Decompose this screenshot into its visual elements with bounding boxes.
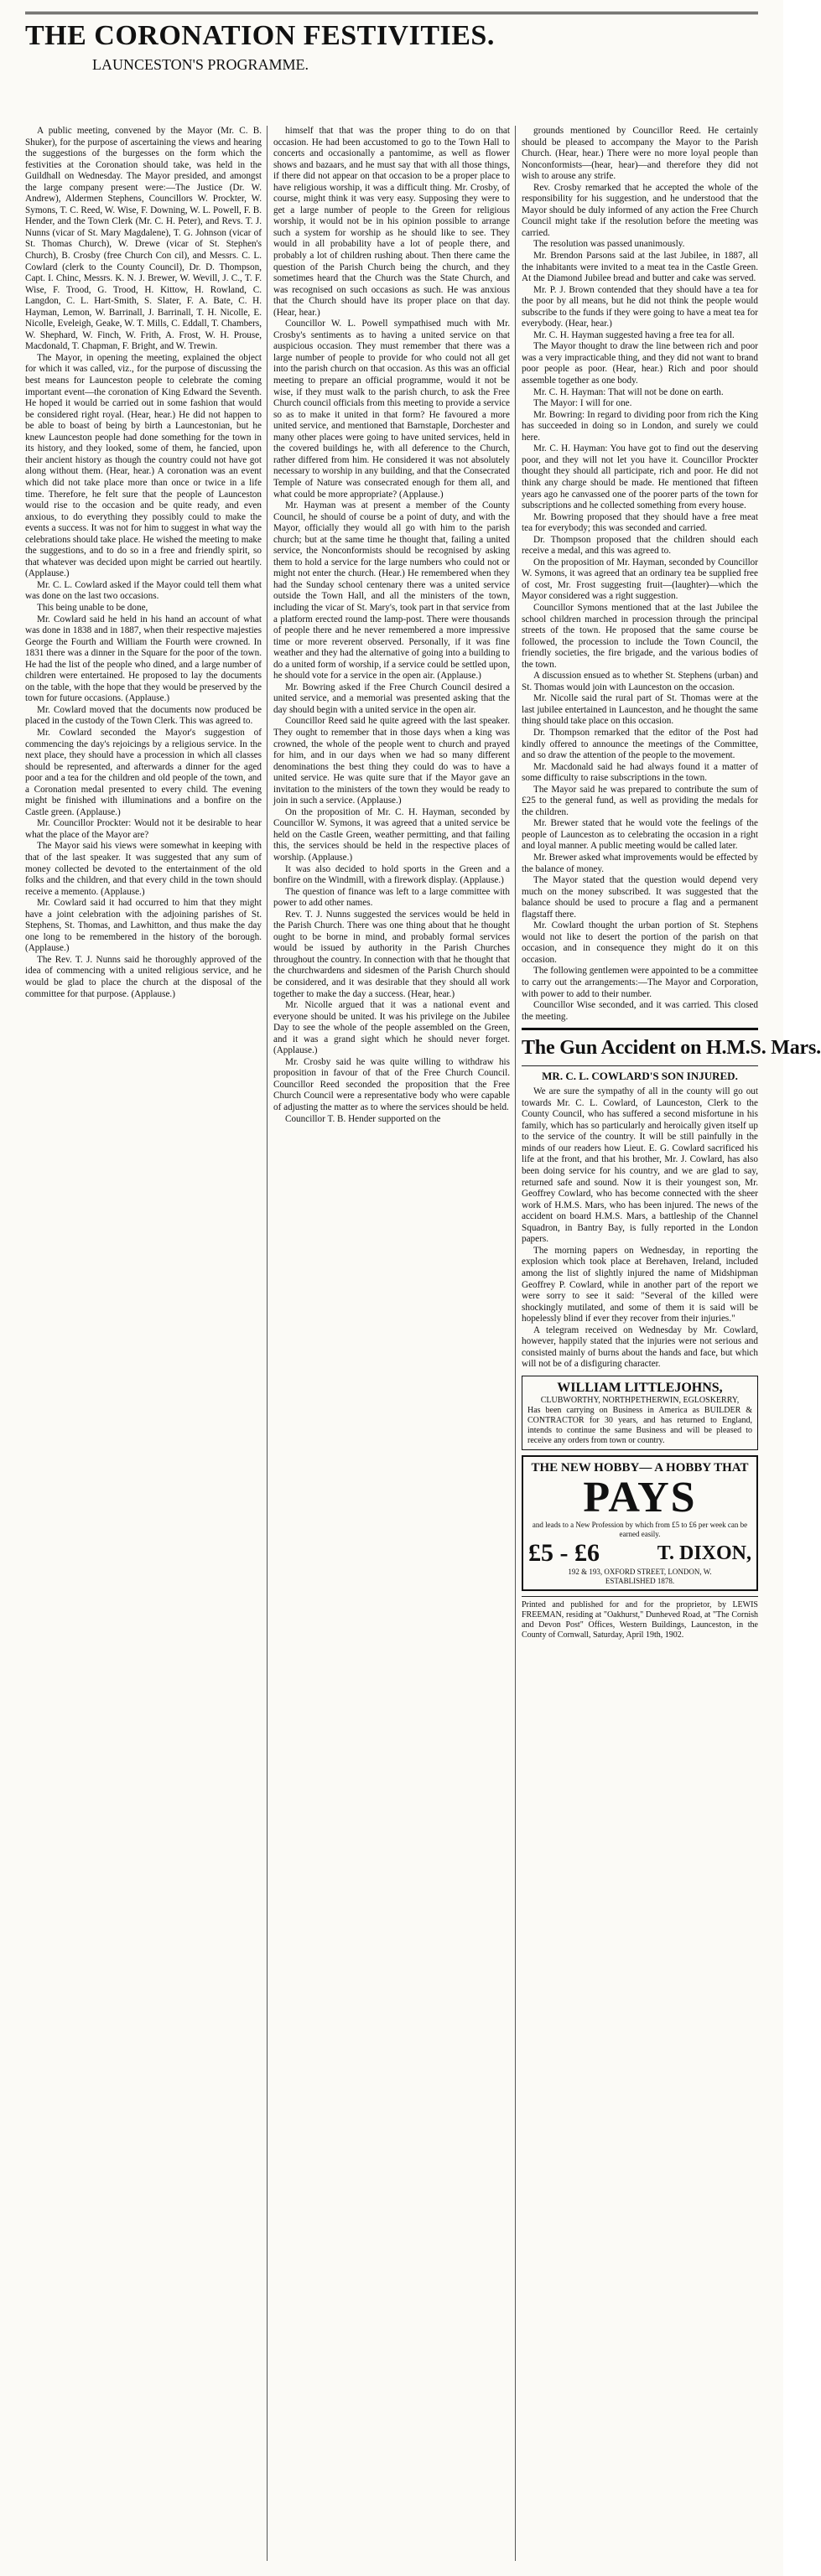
paragraph: Mr. Macdonald said he had always found it a matter of some difficulty to raise subscriptions in the town. xyxy=(522,761,758,784)
paragraph: This being unable to be done, xyxy=(37,602,148,613)
paragraph: Mr. P. J. Brown contended that they should have a tea for the poor by all means, but he did not think the people would subscribe to the funds if they were going to have a meat tea for everybody. (Hear, hear.) xyxy=(522,284,758,329)
paragraph: Mr. Nicolle argued that it was a national event and everyone should be united. It was his privilege on the Jubilee Day to see the whole of the people assembled on the Green, and it was a grand sight which he should never forget. (Applause.) xyxy=(273,1000,510,1056)
gun-accident-subhead: MR. C. L. COWLARD'S SON INJURED. xyxy=(542,1070,738,1083)
paragraph: The Mayor thought to draw the line between rich and poor was a very impracticable thing, and they did not want to brand poor people as poor. (Hear, hear.) Rich and poor should assemble together as one body. xyxy=(522,341,758,386)
advert-address: CLUBWORTHY, NORTHPETHERWIN, EGLOSKERRY, xyxy=(540,1395,740,1405)
paragraph: Rev. Crosby remarked that he accepted the whole of the responsibility for his suggestion, and he understood that the Mayor should be duly informed of any action the Free Church Council might take if the resolution before the meeting was carried. xyxy=(522,182,758,238)
paragraph: It was also decided to hold sports in the Green and a bonfire on the Windmill, with a firework display. (Applause.) xyxy=(273,863,510,886)
paragraph: Councillor T. B. Hender supported on the xyxy=(285,1113,441,1124)
paragraph: Mr. Crosby said he was quite willing to withdraw his proposition in favour of that of the Free Church Council. Councillor Reed seconded the proposition that the Free Church Council were a representative body who were capable of adjusting the matter as to where the services should be held. xyxy=(273,1056,510,1113)
paragraph: Mr. Nicolle said the rural part of St. Thomas were at the last jubilee entertained in Launceston, and he thought the same thing should take place on this occasion. xyxy=(522,693,758,727)
paragraph: The Rev. T. J. Nunns said he thoroughly approved of the idea of commencing with a united religious service, and he would be glad to place the church at the disposal of the committee for that purpose. (Applause.) xyxy=(25,954,262,999)
paragraph: Dr. Thompson remarked that the editor of the Post had kindly offered to announce the meetings of the Committee, and so draw the attention of the people to the movement. xyxy=(522,727,758,761)
paragraph: Mr. Cowlard said it had occurred to him that they might have a joint celebration with the adjoining parishes of St. Stephens, St. Thomas, and Lawhitton, and thus make the day one long to be remembered in the history of the borough. (Applause.) xyxy=(25,898,262,954)
advert-text: Has been carrying on Business in America as BUILDER & CONTRACTOR for 30 years, and has returned to England, intends to continue the same Business and will be pleased to receive any orders from town or country. xyxy=(527,1405,752,1445)
paragraph: On the proposition of Mr. C. H. Hayman, seconded by Councillor W. Symons, it was agreed that a united service be held on the Castle Green, weather permitting, and that failing this, the services should be held in the respective places of worship. (Applause.) xyxy=(273,806,510,863)
paragraph: Rev. T. J. Nunns suggested the services would be held in the Parish Church. There was one thing about that he thought ought to be borne in mind, and probably formal services would be issued by authority in the Parish Churches throughout the country. In connection with that he thought that the churchwardens and sidesmen of the Parish Church should be considered, and it was desirable that they should all work together to make the day a success. (Hear, hear.) xyxy=(273,909,510,999)
masthead-top-rule xyxy=(25,12,758,14)
paragraph: A public meeting, convened by the Mayor (Mr. C. B. Shuker), for the purpose of ascertaining the views and hearing the suggestions of the burgesses on the form which the festivities at the Coronation should take, was held in the Guildhall on Wednesday. The Mayor presided, and amongst the large company present were:—The Justice (Dr. W. Andrew), Aldermen Stephens, Councillors W. Prockter, W. Symons, T. C. Reed, W. Wise, F. Downing, W. L. Powell, F. B. Hender, and the Town Clerk (Mr. C. H. Peter), and Revs. T. J. Nunns (vicar of St. Mary Magdalene), T. G. Johnson (vicar of St. Thomas Church), W. Drewe (vicar of St. Stephen's Church), B. Crosby (free Church Con cil), and Messrs. C. L. Cowlard (clerk to the County Council), Dr. D. Thompson, Capt. I. Chinc, Messrs. K. N. J. Brewer, W. Wevill, J. C., T. F. Wise, F. Trood, G. Trood, H. Kittow, H. Rowland, C. Langdon, C. L. Hart-Smith, S. Slater, F. A. Bate, C. H. Hayman, Lemon, W. Barrinall, J. Barrinall, T. H. Nicolle, E. Nicolle, Eveleigh, Geake, W. T. Mills, C. Eddall, T. Chambers, W. Shephard, W. Finch, W. Frith, A. Frost, W. H. Prouse, Macdonald, T. Chapman, F. Bright, and W. Trewin. xyxy=(25,126,262,352)
headline-rule xyxy=(522,1065,758,1066)
advert-price-row xyxy=(528,1539,751,1568)
paragraph: The resolution was passed unanimously. xyxy=(533,239,685,250)
paragraph: The morning papers on Wednesday, in reporting the explosion which took place at Berehaven, Ireland, included among the list of slightly injured the name of Midshipman Geoffrey P. Cowlard, while in another part of the report we were sorry to see it said: "Several of the killed were shockingly mutilated, and some of them it is said will be hopelessly blind if ever they recover from their injuries." xyxy=(522,1245,758,1324)
paragraph: Dr. Thompson proposed that the children should each receive a medal, and this was agreed to. xyxy=(522,534,758,557)
paragraph: On the proposition of Mr. Hayman, seconded by Councillor W. Symons, it was agreed that an ordinary tea be supplied free of cost, Mr. Frost suggesting fruit—(laughter)—which the Mayor considered was a right suggestion. xyxy=(522,557,758,602)
paragraph: Mr. C. H. Hayman suggested having a free tea for all. xyxy=(533,329,735,340)
masthead xyxy=(25,12,758,78)
paragraph: Mr. Bowring: In regard to dividing poor from rich the King has succeeded in doing so in London, and surely we could here. xyxy=(522,409,758,443)
paragraph: The Mayor stated that the question would depend very much on the money subscribed. It was suggested that the balance should be used to procure a flag and a permanent flagstaff there. xyxy=(522,875,758,920)
paragraph: Mr. Cowlard moved that the documents now produced be placed in the custody of the Town Clerk. This was agreed to. xyxy=(25,704,262,727)
paragraph: A telegram received on Wednesday by Mr. Cowlard, however, happily stated that the injuries were not serious and consisted mainly of burns about the hands and face, but which will not be of a disfiguring character. xyxy=(522,1324,758,1370)
imprint-rule xyxy=(522,1596,758,1597)
paragraph: Mr. C. L. Cowlard asked if the Mayor could tell them what was done on the last two occasions. xyxy=(25,579,262,602)
paragraph: Councillor Symons mentioned that at the last Jubilee the school children marched in procession through the principal streets of the town. He proposed that the same course be followed, the procession to include the Town Council, the friendly societies, the fire brigade, and the various bodies of the town. xyxy=(522,602,758,670)
advert-title: THE NEW HOBBY— A HOBBY THAT xyxy=(531,1460,749,1475)
page-subtitle: LAUNCESTON'S PROGRAMME. xyxy=(92,56,309,73)
paragraph: Mr. Councillor Prockter: Would not it be desirable to hear what the place of the Mayor are? xyxy=(25,818,262,840)
column-divider xyxy=(515,126,516,2561)
paragraph: The following gentlemen were appointed to be a committee to carry out the arrangements:—The Mayor and Corporation, with power to add to their number. xyxy=(522,966,758,999)
paragraph: Mr. C. H. Hayman: You have got to find out the deserving poor, and they will not let you have it. Councillor Prockter thought they should all participate, rich and poor. He did not think any charge should be made. He mentioned that fifteen years ago he canvassed one of the poorer parts of the town for subscriptions and he collected something from every house. xyxy=(522,443,758,511)
paragraph: Mr. Bowring asked if the Free Church Council desired a united service, and a memorial was presented asking that the day should begin with a united service in the open air. xyxy=(273,682,510,715)
page-title: THE CORONATION FESTIVITIES. xyxy=(25,20,495,51)
paragraph: The Mayor: I will for one. xyxy=(533,398,632,409)
gun-accident-headline: The Gun Accident on H.M.S. Mars. xyxy=(522,1037,821,1060)
paragraph: Councillor W. L. Powell sympathised much with Mr. Crosby's sentiments as to having a united service on that auspicious occasion. They must remember that there was a large number of people to provide for who could not all get into the parish church on that occasion. As this was an official meeting to prepare an official programme, would it not be wise, if they must walk to the parish church, to ask the Free Church council officials from this meeting to provide a service so as to make it united in that form? He favoured a more united service, and mentioned that Barnstaple, Dorchester and many other places were going to have united services, held in the covered buildings he, with all deference to the Church, rather differed from him. He considered it was not absolutely necessary to worship in any building, and that the Consecrated Temple of Nature was consecrated enough for them all, and what could be more appropriate? (Applause.) xyxy=(273,319,510,500)
paragraph: himself that that was the proper thing to do on that occasion. He had been accustomed to go to the Town Hall to concerts and occasionally a pantomime, as well as flower shows and bazaars, and he must say that with all those things, if there did not appear on that occasion to be a proper place to have religious worship, it was a difficult thing. Mr. Crosby, of course, might think it was very easy. Supposing they were to get a large number of people to the Green for religious worship, it would not be in his opinion possible to arrange such a system for worship as he should like to see. They would in all probability have a lot of people there, and probably a lot of children rushing about. Then there came the question of the Parish Church being the church, and they sometimes heard that the Church was the State Church, and was recognised on such occasions as such. He was anxious that the Church should have its proper place on that day. (Hear, hear.) xyxy=(273,126,510,318)
paragraph: Mr. Brewer stated that he would vote the feelings of the people of Launceston as to celebrating the occasion in a right and loyal manner. A public meeting would be called later. xyxy=(522,818,758,852)
hobby-advert xyxy=(522,1455,758,1591)
paragraph: Mr. C. H. Hayman: That will not be done on earth. xyxy=(533,386,724,397)
advert-name: WILLIAM LITTLEJOHNS, xyxy=(557,1380,723,1395)
advert-company: T. DIXON, xyxy=(657,1542,751,1564)
article-column-3 xyxy=(522,126,821,2561)
article-column-2 xyxy=(273,126,510,2561)
advert-tagline: and leads to a New Profession by which from £5 to £6 per week can be earned easily. xyxy=(532,1520,748,1538)
advert-address: 192 & 193, OXFORD STREET, LONDON, W. xyxy=(568,1567,712,1576)
column-divider xyxy=(267,126,268,2561)
paragraph: grounds mentioned by Councillor Reed. He certainly should be pleased to accompany the Mayor to the Parish Church. (Hear, hear.) There were no more loyal people than Nonconformists—(hear, hear)—and therefore they did not wish to arouse any strife. xyxy=(522,126,758,182)
littlejohns-advert xyxy=(522,1376,758,1450)
paragraph: The Mayor, in opening the meeting, explained the object for which it was called, viz., for the purpose of discussing the best means for Launceston people to celebrate the coming important event—the coronation of King Edward the Seventh. He hoped it would be carried out in some fashion that would be considered right royal. (Hear, hear.) He did not happen to be able to boast of being by birth a Launcestonian, but he knew Launceston people had done something for the town in its history, and they looked, some of them, he fancied, upon their ancient history as though the country could not have got along without them. (Hear, hear.) A coronation was an event which did not take place more than once or twice in a life time. Therefore, he felt sure that the people of Launceston would rise to the occasion and be quite ready, and even anxious, to do everything they possibly could to make the events a success. It was not for him to suggest in what way the celebrations should take place. He wished the meeting to make the suggestions, and to do so in a free and friendly spirit, so that whatever was decided upon might be carried out heartily. (Applause.) xyxy=(25,352,262,579)
advert-price: £5 - £6 xyxy=(528,1538,600,1567)
paragraph: Mr. Brewer asked what improvements would be effected by the balance of money. xyxy=(522,853,758,874)
advert-established: ESTABLISHED 1878. xyxy=(605,1576,675,1585)
paragraph: The Mayor said he was prepared to contribute the sum of £25 to the general fund, as well as providing the medals for the children. xyxy=(522,784,758,817)
paragraph: The question of finance was left to a large committee with power to add other names. xyxy=(273,886,510,909)
advert-pays: PAYS xyxy=(583,1473,697,1521)
paragraph: The Mayor said his views were somewhat in keeping with that of the last speaker. It was suggested that any sum of money collected be devoted to the entertainment of the old folks and the children, and that every child in the town should receive a memento. (Applause.) xyxy=(25,841,262,897)
paragraph: Mr. Cowlard seconded the Mayor's suggestion of commencing the day's rejoicings by a religious service. In the next place, they should have a procession in which all classes should be represented, and afterwards a dinner for the aged poor and a tea for the children and old people of the town, and a Coronation medal presented to every child. The evening might be finished with illuminations and a bonfire on the Castle green. (Applause.) xyxy=(25,727,262,817)
paragraph: A discussion ensued as to whether St. Stephens (urban) and St. Thomas would join with Launceston on the occasion. xyxy=(522,671,758,692)
printer-imprint: Printed and published for and for the proprietor, by LEWIS FREEMAN, residing at "Oakhurst," Dunheved Road, at "The Cornish and Devon Post" Offices, Western Buildings, Launceston, in the County of Cornwall, Saturday, April 19th, 1902. xyxy=(522,1599,758,1640)
paragraph: Councillor Wise seconded, and it was carried. This closed the meeting. xyxy=(522,1000,758,1022)
paragraph: Councillor Reed said he quite agreed with the last speaker. They ought to remember that in those days when a king was crowned, the whole of the people went to church and prayed for him, and in our days when we had so many different denominations the best thing they could do was to have a united service. He was quite sure that if the Mayor gave an invitation to the ministers of the town they would be ready to join in such a service. (Applause.) xyxy=(273,716,510,806)
paragraph: Mr. Cowlard thought the urban portion of St. Stephens would not like to desert the portion of the parish on that occasion, and in consequence they might do it on this occasion. xyxy=(522,920,758,965)
paragraph: Mr. Brendon Parsons said at the last Jubilee, in 1887, all the inhabitants were invited to a meat tea in the Castle Green. At the Diamond Jubilee bread and butter and cake was served. xyxy=(522,251,758,284)
article-column-1 xyxy=(25,126,262,2561)
paragraph: Mr. Hayman was at present a member of the County Council, he should of course be a point of duty, and with the Mayor, officially they would all go with him to the parish church; but at the same time he thought that, failing a united service, the Nonconformists should be recognised by asking them to hold a service for the large numbers who could not or might not enter the church. (Hear.) He remembered when they had the Sunday school centenary there was a united service outside the Town Hall, and all the ministers of the town, including the vicar of St. Mary's, took part in that service from a platform erected round the lamp-post. There were thousands of people there and he never remembered a more impressive time or more reverent observed. Personally, if it was fine weather and they had the alternative of going into a building to do a united form of worship, if a service could be settled upon, he should vote for a service in the open air. (Applause.) xyxy=(273,500,510,682)
paragraph: Mr. Bowring proposed that they should have a free meat tea for everybody; this was seconded and carried. xyxy=(522,511,758,534)
section-rule xyxy=(522,1028,758,1030)
paragraph: We are sure the sympathy of all in the county will go out towards Mr. C. L. Cowlard, of Launceston, Clerk to the County Council, who has suffered a second misfortune in his family, which has so particularly and heroically given itself up to the service of the country. It will be still painfully in the minds of our readers how Lieut. E. G. Cowlard sacrificed his life at the front, and that his brother, Mr. J. Cowlard, has also been doing service for his country, and we are glad to say, returned safe and sound. Now it is their youngest son, Mr. Geoffrey Cowlard, who has become connected with the sheer work of H.M.S. Mars, who has been injured. The news of the accident on board H.M.S. Mars, a battleship of the Channel Squadron, in Bantry Bay, is fully reported in the London papers. xyxy=(522,1086,758,1245)
paragraph: Mr. Cowlard said he held in his hand an account of what was done in 1838 and in 1887, when their respective majesties George the Fourth and William the Fourth were crowned. In 1831 there was a dinner in the Square for the poor of the town. He had the list of the people who dined, and a large number of children were entertained. He proposed to lay the documents on the table, with the hope that they would be preserved by the town for future occasions. (Applause.) xyxy=(25,614,262,704)
